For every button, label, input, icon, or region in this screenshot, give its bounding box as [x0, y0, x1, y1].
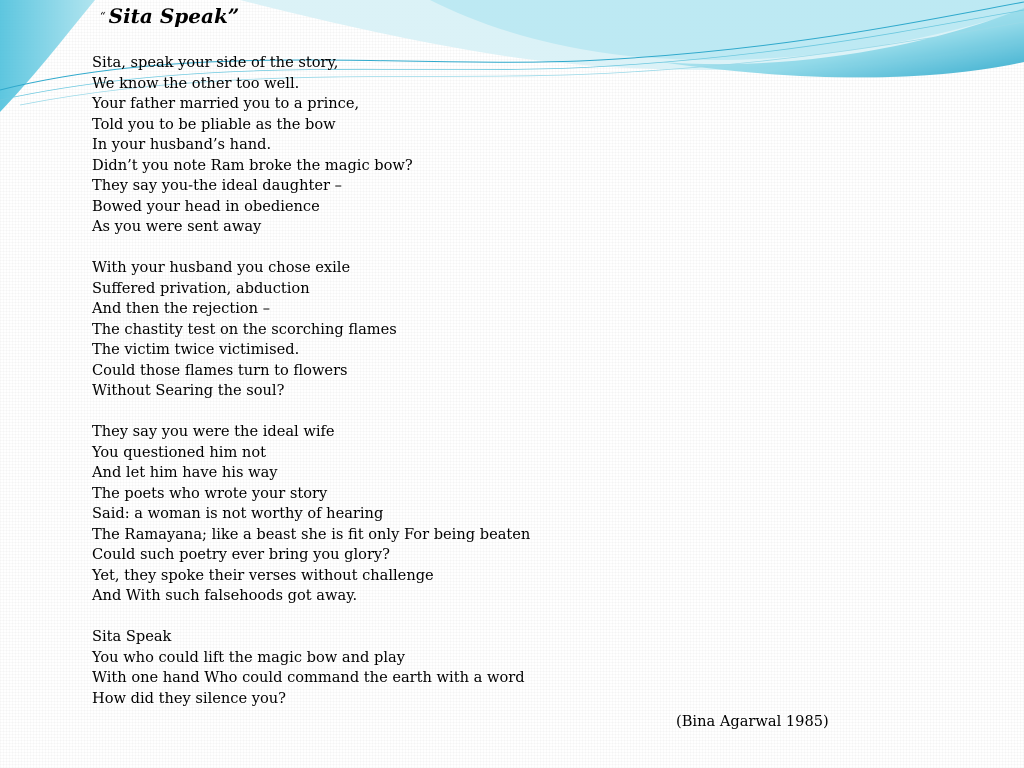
poem-line: Could such poetry ever bring you glory?	[92, 546, 390, 563]
poem-line: They say you were the ideal wife	[92, 423, 335, 440]
poem-line: The poets who wrote your story	[92, 484, 328, 502]
title-close-quote: ”	[227, 4, 240, 28]
title-text: Sita Speak	[108, 4, 228, 28]
attribution: (Bina Agarwal 1985)	[676, 713, 829, 730]
stanza-4	[92, 627, 530, 709]
poem-line: Sita Speak	[92, 628, 172, 645]
poem-line: How did they silence you?	[92, 689, 286, 707]
poem-line: They say you-the ideal daughter –	[92, 177, 342, 194]
poem-line: Yet, they spoke their verses without challenge	[92, 566, 434, 584]
poem-line: As you were sent away	[92, 218, 262, 235]
poem-line: The chastity test on the scorching flames	[92, 320, 397, 338]
poem-line: Your father married you to a prince,	[92, 95, 360, 112]
poem-title	[100, 4, 239, 28]
poem-body	[92, 53, 530, 709]
poem-line: And With such falsehoods got away.	[92, 587, 358, 604]
poem-line: Suffered privation, abduction	[92, 279, 310, 297]
poem-line: And let him have his way	[92, 464, 278, 481]
poem-line: You questioned him not	[92, 443, 266, 461]
poem-line: Without Searing the soul?	[92, 382, 285, 399]
title-open-quote: “	[100, 10, 106, 23]
poem-line: In your husband’s hand.	[92, 136, 272, 153]
poem-line: And then the rejection –	[92, 300, 270, 317]
poem-line: Could those flames turn to flowers	[92, 361, 348, 379]
poem-line: Sita, speak your side of the story,	[92, 54, 339, 71]
poem-line: Bowed your head in obedience	[92, 197, 320, 215]
poem-line: The Ramayana; like a beast she is fit only For being beaten	[92, 525, 531, 543]
wave-left-shape	[0, 0, 95, 112]
poem-line: You who could lift the magic bow and play	[92, 648, 405, 666]
stanza-2	[92, 258, 530, 402]
poem-line: With one hand Who could command the earth with a word	[92, 669, 525, 686]
stanza-1	[92, 53, 530, 238]
poem-line: Didn’t you note Ram broke the magic bow?	[92, 156, 413, 174]
poem-line: We know the other too well.	[92, 74, 300, 92]
poem-line: With your husband you chose exile	[92, 259, 351, 276]
poem-line: Said: a woman is not worthy of hearing	[92, 505, 384, 522]
stanza-3	[92, 422, 530, 607]
poem-line: The victim twice victimised.	[92, 341, 300, 358]
poem-line: Told you to be pliable as the bow	[92, 115, 336, 133]
